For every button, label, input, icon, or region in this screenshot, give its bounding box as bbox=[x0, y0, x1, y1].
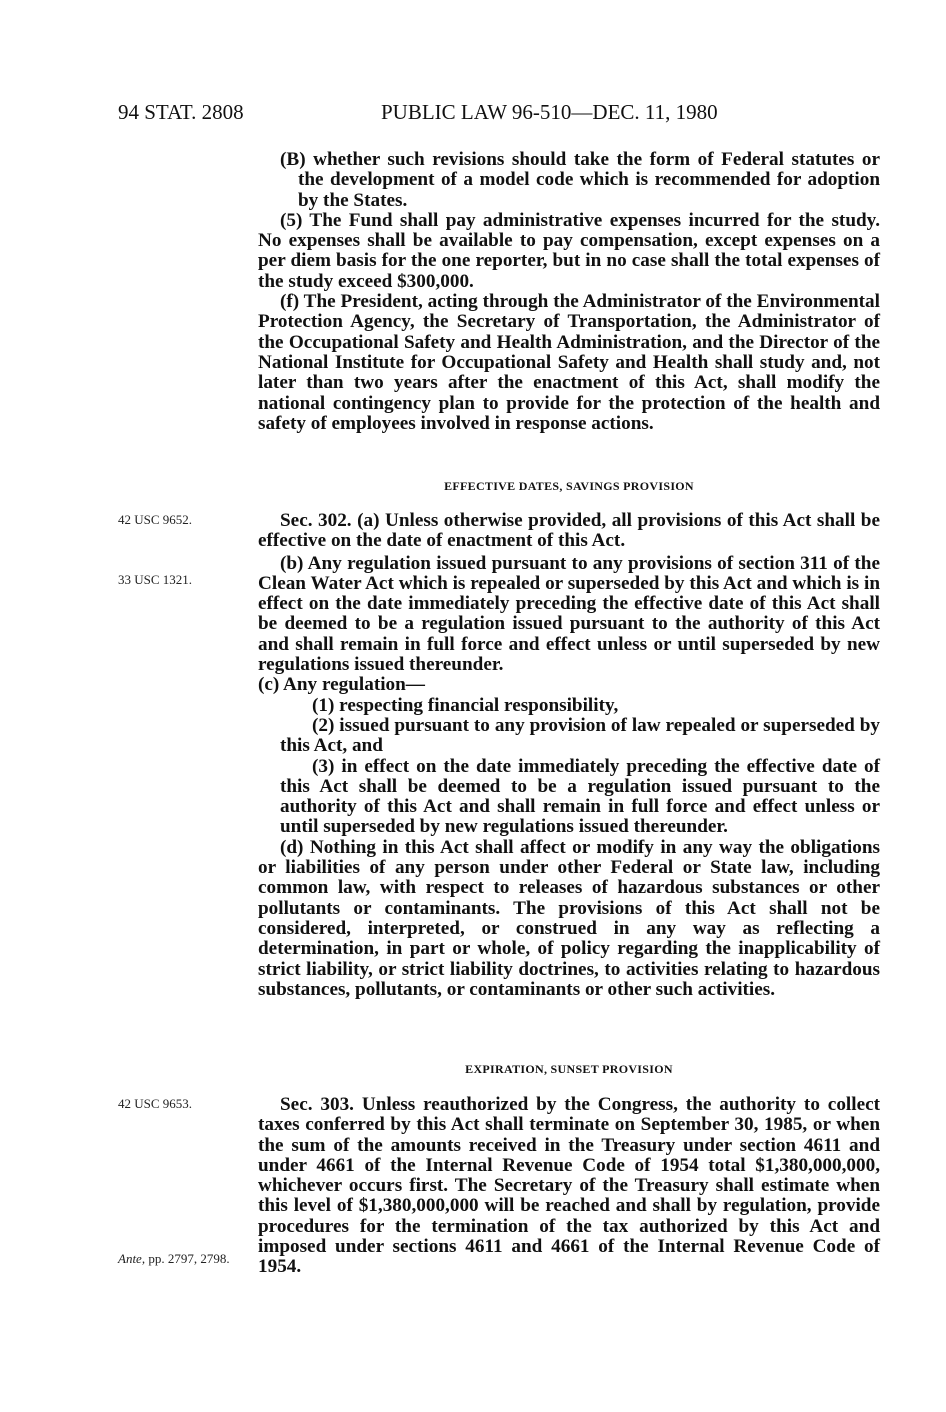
section-303-label: Sec. 303. bbox=[280, 1094, 354, 1115]
section-303-body bbox=[258, 1095, 880, 1278]
paragraph-b-revisions: (B) whether such revisions should take the form of Federal statutes or the development of a model code which is recommended for adoption by the States. bbox=[280, 149, 880, 211]
heading-expiration: EXPIRATION, SUNSET PROVISION bbox=[465, 1062, 673, 1076]
margin-note-33-usc-1321: 33 USC 1321. bbox=[118, 572, 193, 587]
section-302-c-1: (1) respecting financial responsibility, bbox=[312, 694, 619, 716]
section-303 bbox=[258, 1062, 880, 1077]
section-303-content: Unless reauthorized by the Congress, the authority to collect taxes conferred by this Act shall terminate on September 30, 1985, or when the sum of the amounts received in the Treasury under section 4611 and under 4661 of the Internal Revenue Code of 1954 total $1,380,000,000, whichever occurs first. The Secretary of the Treasury shall estimate when this level of $1,380,000,000 will be reached and shall by regulation, provide procedures for the termination of the tax authorized by this Act and imposed under sections 4611 and 4661 of the Internal Revenue Code of 1954. bbox=[258, 1094, 880, 1278]
margin-note-ante bbox=[118, 1252, 238, 1266]
margin-note-42-usc-9652: 42 USC 9652. bbox=[118, 512, 193, 527]
section-302-b: (b) Any regulation issued pursuant to any provisions of section 311 of the Clean Water Act which is repealed or superseded by this Act and which is in effect on the date immediately preceding the effective date of this Act shall be deemed to be a regulation issued pursuant to the authority of this Act and shall remain in full force and effect unless or until superseded by new regulations issued thereunder. bbox=[258, 552, 880, 676]
margin-note-ante-italic: Ante, bbox=[118, 1251, 146, 1266]
section-303-text bbox=[258, 1095, 880, 1278]
margin-note-ante-pages: pp. 2797, 2798. bbox=[145, 1251, 230, 1266]
margin-note-42-usc-9653: 42 USC 9653. bbox=[118, 1096, 193, 1111]
public-law-title: PUBLIC LAW 96-510—DEC. 11, 1980 bbox=[381, 100, 718, 124]
paragraph-f-president: (f) The President, acting through the Administrator of the Environmental Protection Agency, the Secretary of Transportation, the Administrator of the Occupational Safety and Health Administration, and the Director of the National Institute for Occupational Safety and Health shall study and, not later than two years after the enactment of this Act, shall modify the national contingency plan to provide for the protection of the health and safety of employees involved in response actions. bbox=[258, 291, 880, 434]
section-302-label: Sec. 302. bbox=[280, 510, 352, 531]
paragraph-5-fund: (5) The Fund shall pay administrative expenses incurred for the study. No expenses shall be available to pay compensation, except expenses on a per diem basis for the one reporter, but in no case shall the total expenses of the study exceed $300,000. bbox=[258, 209, 880, 292]
stat-page-number: 94 STAT. 2808 bbox=[118, 100, 244, 124]
section-302-c-3: (3) in effect on the date immediately preceding the effective date of this Act shall be deemed to be a regulation issued pursuant to the authority of this Act and shall remain in full force and effect unless or until superseded by new regulations issued thereunder. bbox=[280, 755, 880, 838]
heading-effective-dates: EFFECTIVE DATES, SAVINGS PROVISION bbox=[444, 479, 694, 493]
section-302-c-2: (2) issued pursuant to any provision of law repealed or superseded by this Act, and bbox=[280, 714, 880, 757]
section-body-top bbox=[258, 150, 880, 434]
section-302-a-text: (a) Unless otherwise provided, all provisions of this Act shall be effective on the date of enactment of this Act. bbox=[258, 510, 880, 552]
section-302-c: (c) Any regulation— bbox=[258, 674, 425, 696]
section-302-a bbox=[258, 511, 880, 552]
section-302 bbox=[258, 479, 880, 494]
section-302-body bbox=[258, 511, 880, 1000]
section-302-d: (d) Nothing in this Act shall affect or modify in any way the obligations or liabilities of any person under other Federal or State law, including common law, with respect to releases of hazardous substances or other pollutants or contaminants. The provisions of this Act shall not be considered, interpreted, or construed in any way as reflecting a determination, in part or whole, of policy regarding the inapplicability of strict liability, or strict liability doctrines, to activities relating to hazardous substances, pollutants, or contaminants or other such activities. bbox=[258, 836, 880, 1000]
